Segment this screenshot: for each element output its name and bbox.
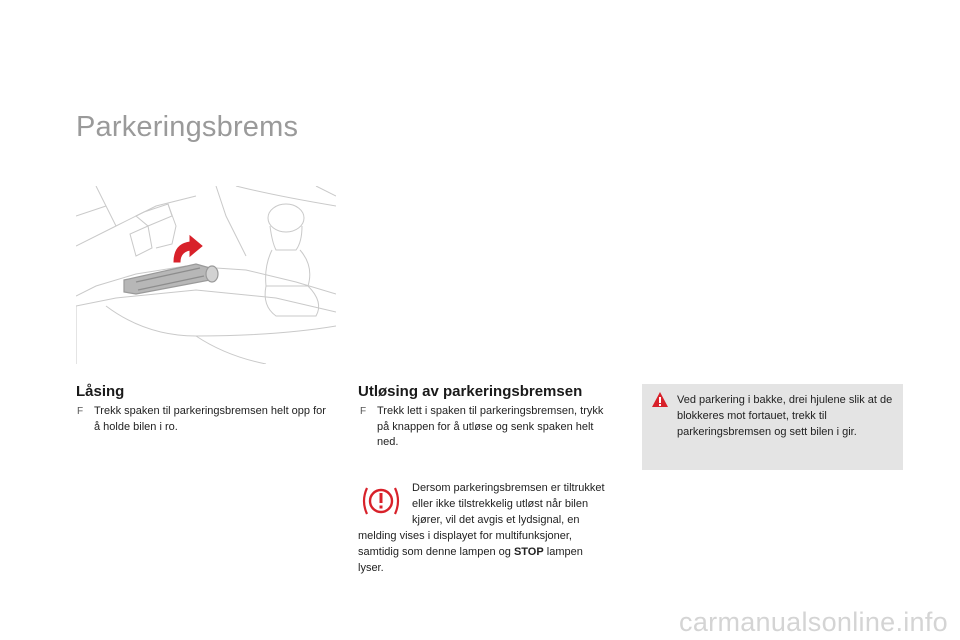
note-text: Ved parkering i bakke, drei hjulene slik at de blokkeres mot fortauet, trekk til parkeringsbremsen og sett bilen i gir. — [677, 394, 893, 438]
alert-text-bold: STOP — [513, 546, 544, 558]
handbrake-illustration — [76, 186, 336, 364]
locking-heading: Låsing — [76, 383, 125, 400]
watermark: carmanualsonline.info — [679, 607, 948, 637]
locking-bullet — [77, 404, 332, 435]
page-title: Parkeringsbrems — [76, 111, 299, 144]
bullet-marker: F — [77, 406, 84, 417]
alert-text-before: Dersom parkeringsbremsen er tiltrukket eller ikke tilstrekkelig utløst når bilen kjører, vil det avgis et lydsignal, en melding vises i displayet for multifunksjoner, samtidig som denne lampen og — [358, 482, 605, 558]
release-bullet — [360, 404, 610, 451]
parking-slope-note — [642, 384, 903, 470]
locking-text: Trekk spaken til parkeringsbremsen helt opp for å holde bilen i ro. — [94, 405, 326, 433]
warning-exclamation-icon — [651, 391, 669, 409]
brake-warning-icon — [358, 480, 404, 522]
alert-text-after: lampen lyser. — [358, 546, 583, 574]
release-heading: Utløsing av parkeringsbremsen — [358, 383, 583, 400]
bullet-marker: F — [360, 406, 367, 417]
brake-alert-paragraph — [358, 480, 608, 576]
release-text: Trekk lett i spaken til parkeringsbremsen, trykk på knappen for å utløse og senk spaken helt ned. — [377, 405, 604, 448]
